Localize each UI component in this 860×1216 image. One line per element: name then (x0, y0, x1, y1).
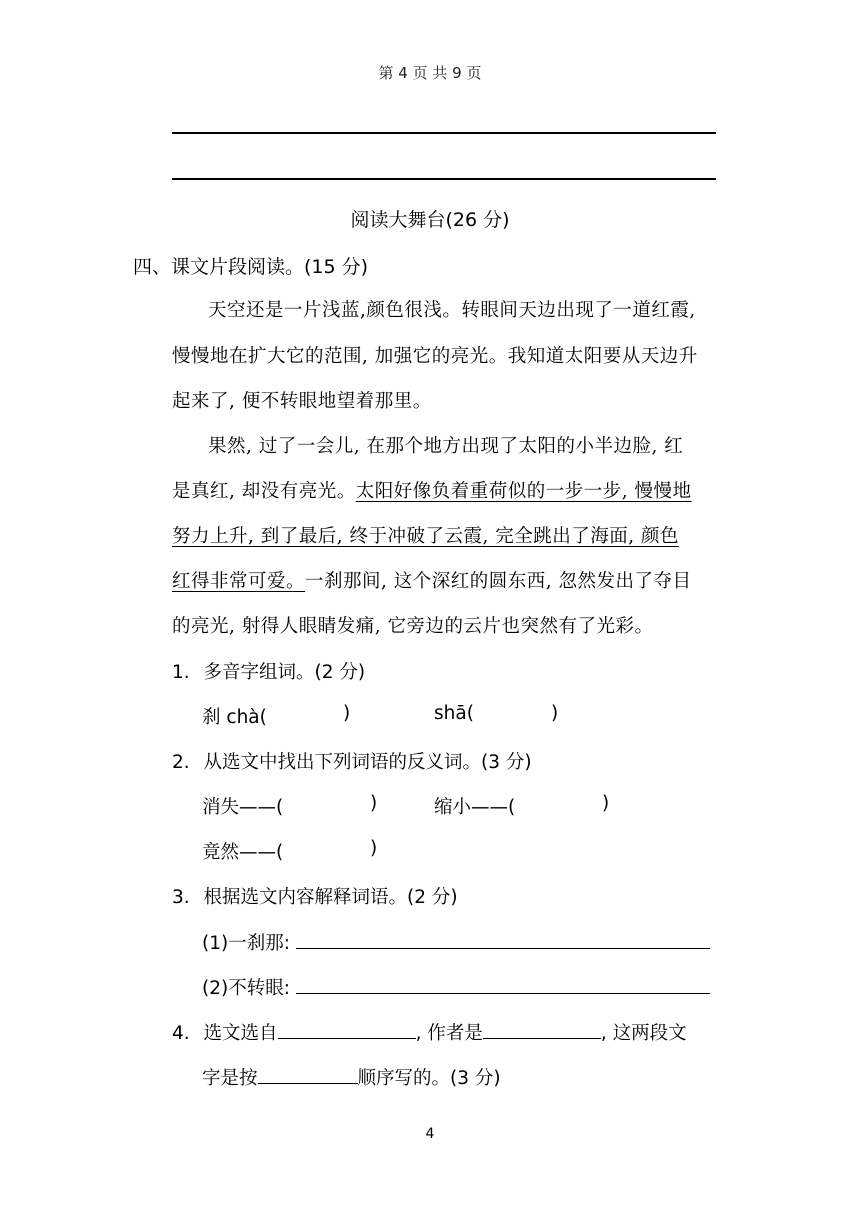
q1-pinyin1: chà( (226, 707, 267, 728)
question-2 (172, 748, 532, 774)
q2-item3: 竟然——( (202, 842, 284, 863)
answer-line-2 (172, 178, 716, 180)
question-text: 根据选文内容解释词语。(2 分) (203, 887, 458, 908)
q1-close2: ) (551, 703, 559, 724)
q2-item2: 缩小——( (434, 797, 516, 818)
question-text: , 这两段文 (600, 1023, 687, 1044)
question-number: 1. (172, 662, 190, 683)
page-number: 4 (425, 1126, 435, 1142)
q3-answer-blank-1[interactable] (296, 928, 710, 949)
passage-p1-line1: 天空还是一片浅蓝,颜色很浅。转眼间天边出现了一道红霞, (208, 300, 696, 321)
q2-close1: ) (370, 793, 378, 814)
section-title: 阅读大舞台(26 分) (350, 209, 510, 231)
question-number: 4. (172, 1023, 190, 1044)
q3-item1 (202, 928, 710, 955)
q3-item2-label: (2)不转眼: (202, 978, 290, 999)
question-4 (172, 1018, 687, 1045)
underlined-text: 太阳好像负着重荷似的一步一步, 慢慢地 (355, 481, 692, 502)
question-number: 3. (172, 887, 190, 908)
question-text: , 作者是 (415, 1023, 483, 1044)
question-4-line2 (202, 1063, 501, 1090)
q3-item2 (202, 973, 710, 1000)
question-text: 顺序写的。(3 分) (357, 1068, 501, 1089)
q1-polyphone-char (202, 703, 267, 729)
q4-order-blank[interactable] (258, 1063, 358, 1084)
passage-p2-line5: 的亮光, 射得人眼睛发痛, 它旁边的云片也突然有了光彩。 (172, 616, 654, 637)
question-3 (172, 883, 458, 909)
passage-p2-line1: 果然, 过了一会儿, 在那个地方出现了太阳的小半边脸, 红 (208, 436, 684, 457)
q2-close3: ) (370, 838, 378, 859)
question-number: 2. (172, 752, 190, 773)
question-text: 字是按 (202, 1068, 258, 1089)
passage-text: 是真红, 却没有亮光。 (172, 481, 356, 502)
q1-char: 刹 (202, 707, 221, 728)
page-indicator: 第 4 页 共 9 页 (378, 64, 482, 82)
q3-answer-blank-2[interactable] (296, 973, 710, 994)
passage-p1-line2: 慢慢地在扩大它的范围, 加强它的亮光。我知道太阳要从天边升 (172, 346, 698, 367)
question-text: 选文选自 (203, 1023, 278, 1044)
part-heading: 四、课文片段阅读。(15 分) (133, 256, 369, 278)
q3-item1-label: (1)一刹那: (202, 933, 290, 954)
passage-p2-line2 (172, 477, 692, 503)
q1-close1: ) (343, 703, 351, 724)
passage-p2-line4 (172, 567, 692, 593)
question-1 (172, 658, 365, 684)
q2-item1: 消失——( (202, 797, 284, 818)
underlined-text: 红得非常可爱。 (172, 571, 306, 592)
answer-line-1 (172, 132, 716, 134)
q2-close2: ) (602, 793, 610, 814)
question-text: 从选文中找出下列词语的反义词。(3 分) (203, 752, 532, 773)
passage-p1-line3: 起来了, 便不转眼地望着那里。 (172, 391, 432, 412)
q4-author-blank[interactable] (483, 1018, 601, 1039)
question-text: 多音字组词。(2 分) (203, 662, 366, 683)
passage-text: 一刹那间, 这个深红的圆东西, 忽然发出了夺目 (305, 571, 692, 592)
q4-source-blank[interactable] (278, 1018, 416, 1039)
q1-pinyin2: shā( (434, 703, 474, 724)
passage-p2-line3: 努力上升, 到了最后, 终于冲破了云霞, 完全跳出了海面, 颜色 (172, 526, 680, 547)
